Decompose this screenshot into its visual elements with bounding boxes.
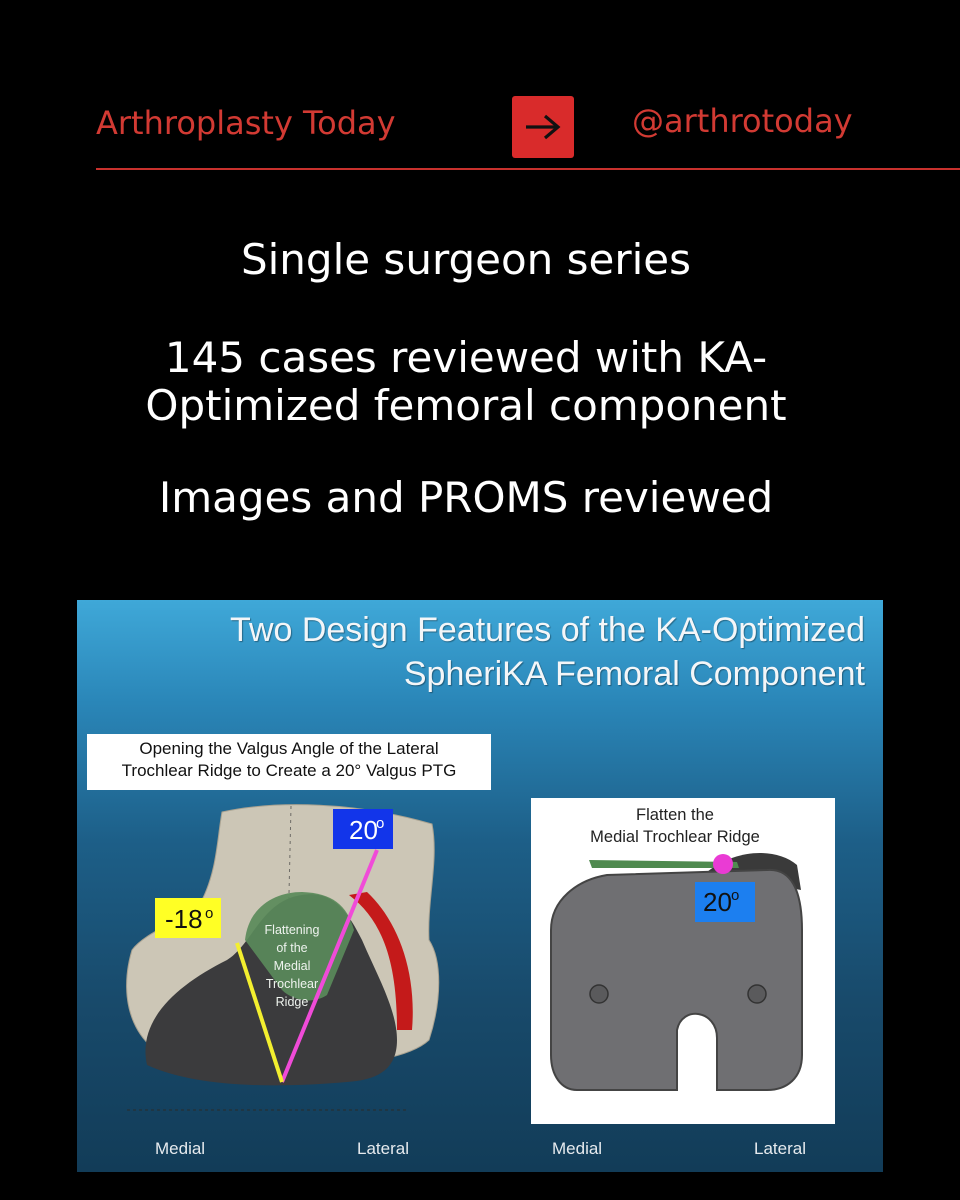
valgus-callout-line2: Trochlear Ridge to Create a 20° Valgus PTG: [121, 761, 457, 780]
point-series: Single surgeon series: [240, 235, 692, 284]
right-medial-label: Medial: [552, 1139, 603, 1158]
social-handle[interactable]: @arthrotoday: [632, 102, 853, 140]
flatten-caption-line2: Medial Trochlear Ridge: [590, 828, 760, 846]
flattening-label-2: of the: [276, 941, 308, 955]
flattening-label-5: Ridge: [275, 995, 309, 1009]
header-bar: [96, 92, 960, 172]
arrow-right-icon: [523, 111, 563, 143]
left-medial-label: Medial: [155, 1139, 206, 1158]
figure-drawing: [77, 600, 883, 1172]
left-lateral-label: Lateral: [357, 1139, 409, 1158]
peg-right: [748, 985, 766, 1003]
flattening-label-3: Medial: [273, 959, 311, 973]
flatten-caption-line1: Flatten the: [636, 806, 714, 824]
design-figure: [77, 600, 883, 1172]
point-cases-line1: 145 cases reviewed with KA-: [164, 333, 768, 382]
flattening-label-1: Flattening: [264, 923, 320, 937]
ridge-dot-magenta: [713, 854, 733, 874]
flattening-label-4: Trochlear: [265, 977, 319, 991]
badge-20-right-degree: o: [731, 887, 740, 904]
badge-18-degree: o: [205, 905, 214, 922]
orientation-labels: [155, 1139, 806, 1158]
flatten-caption: [590, 806, 760, 846]
valgus-callout-line1: Opening the Valgus Angle of the Lateral: [139, 739, 439, 758]
brand-name[interactable]: Arthroplasty Today: [96, 104, 396, 142]
next-arrow-button[interactable]: [512, 96, 574, 158]
point-cases-line2: Optimized femoral component: [145, 381, 787, 430]
right-lateral-label: Lateral: [754, 1139, 806, 1158]
badge-20-right-value: 20: [703, 887, 732, 917]
point-cases: [0, 334, 932, 430]
figure-title-line2: SpheriKA Femoral Component: [403, 655, 865, 693]
badge-20-left-degree: o: [376, 815, 385, 832]
peg-left: [590, 985, 608, 1003]
badge-20-left-value: 20: [349, 815, 378, 845]
badge-18-value: -18: [165, 904, 203, 934]
header-divider: [96, 168, 960, 170]
point-images: Images and PROMS reviewed: [158, 473, 774, 522]
figure-title-line1: Two Design Features of the KA-Optimized: [230, 611, 865, 649]
component-silhouette: [551, 870, 802, 1090]
